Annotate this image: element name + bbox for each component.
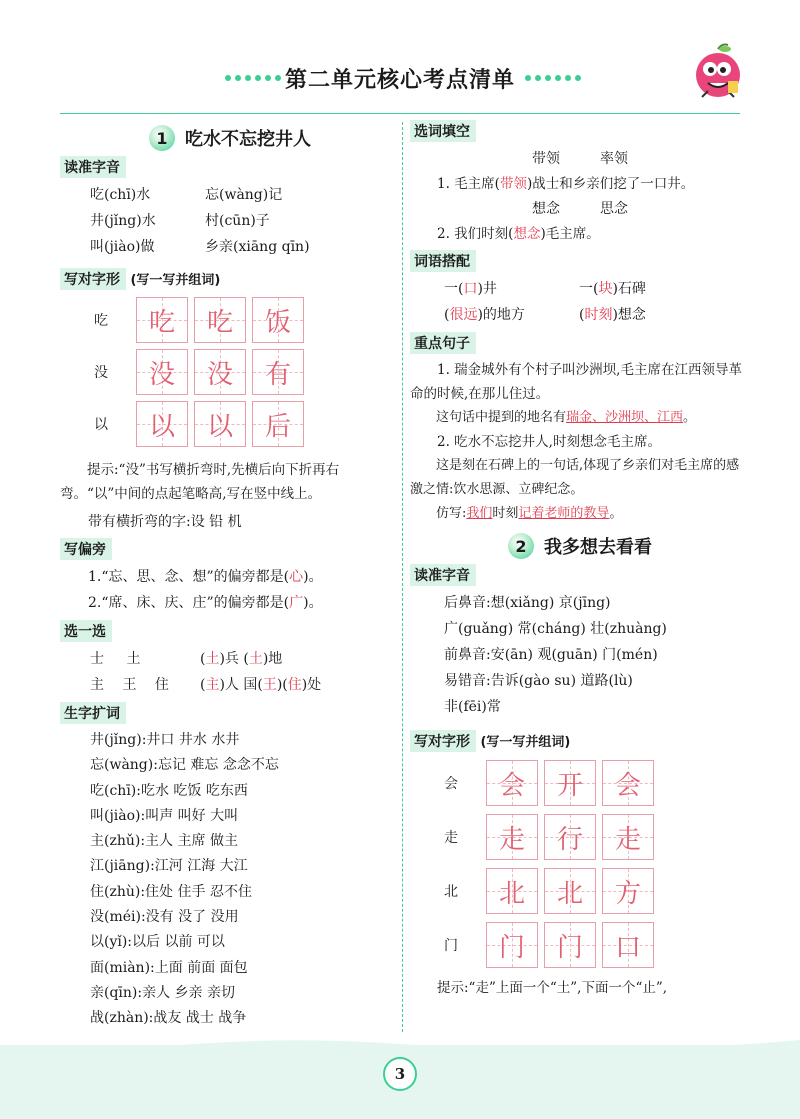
char-grid-row: [60, 398, 400, 450]
char-box: 饭: [252, 297, 304, 343]
section-label-expand: 生字扩词: [60, 702, 126, 724]
char-grid-row: [60, 346, 400, 398]
char-box: 行: [544, 814, 596, 860]
tip-text: 提示:“走”上面一个“土”,下面一个“止”,: [437, 980, 668, 996]
expand-item: 住(zhù):住处 住手 忍不住: [90, 883, 252, 900]
char-grid-row: [60, 294, 400, 346]
read-item: 吃(chī)水: [90, 187, 151, 203]
char-grid-row: [410, 864, 750, 918]
expand-item: 江(jiāng):江河 江海 大江: [90, 858, 248, 875]
section-label-radical: 写偏旁: [60, 538, 112, 560]
char-box: 开: [544, 760, 596, 806]
choose-row: 主 王 住 (主)人 国(王)(住)处: [90, 677, 322, 693]
read-item: 叫(jiào)做: [90, 239, 155, 255]
section-label-write: 写对字形: [410, 730, 476, 752]
key-sentence: 1. 瑞金城外有个村子叫沙洲坝,毛主席在江西领导革命的时候,在那儿住过。: [410, 362, 742, 402]
char-box: 北: [486, 868, 538, 914]
read-row: [60, 208, 400, 234]
section-label-read: 读准字音: [60, 156, 126, 178]
char-grid-label: 以: [94, 417, 108, 433]
lesson-title: [410, 528, 750, 564]
char-grid-row: [410, 756, 750, 810]
fill-sentence: 1. 毛主席(带领)战士和乡亲们挖了一口井。: [437, 176, 695, 192]
char-box: 有: [252, 349, 304, 395]
match-row: (很远)的地方 (时刻)想念: [444, 307, 646, 323]
char-box: 吃: [136, 297, 188, 343]
section-label-fill: 选词填空: [410, 120, 476, 142]
zhewan-text: 带有横折弯的字:设 铅 机: [88, 514, 242, 530]
section-label-choose: 选一选: [60, 620, 112, 642]
char-box: 方: [602, 868, 654, 914]
right-column: [410, 120, 750, 1000]
expand-item: 没(méi):没有 没了 没用: [90, 909, 239, 926]
read-row: 后鼻音:想(xiǎng) 京(jīng): [444, 595, 611, 611]
char-box: 会: [602, 760, 654, 806]
answer: 瑞金、沙洲坝、江西: [566, 410, 684, 425]
read-item: 忘(wàng)记: [205, 187, 283, 203]
char-grid-label: 会: [444, 776, 458, 792]
expand-item: 忘(wàng):忘记 难忘 念念不忘: [90, 757, 279, 774]
radical-row: 1.“忘、思、念、想”的偏旁都是(心)。: [88, 569, 323, 585]
write-section-header: [60, 268, 400, 294]
read-row: [60, 234, 400, 260]
char-grid-row: [410, 810, 750, 864]
char-box: 以: [136, 401, 188, 447]
lesson-title-text: 吃水不忘挖井人: [185, 129, 311, 150]
expand-item: 叫(jiào):叫声 叫好 大叫: [90, 807, 239, 824]
char-box: 北: [544, 868, 596, 914]
lesson-number-badge: 1: [149, 125, 175, 151]
char-box: 没: [194, 349, 246, 395]
expand-item: 主(zhǔ):主人 主席 做主: [90, 833, 238, 850]
section-sublabel: (写一写并组词): [130, 273, 221, 288]
answer: 想念: [513, 226, 541, 242]
decor-dots-right: [525, 75, 581, 81]
tip-text: 提示:“没”书写横折弯时,先横后向下折再右弯。“以”中间的点起笔略高,写在竖中线上。: [60, 462, 340, 502]
imitate-sentence: 仿写:我们时刻记着老师的教导。: [436, 506, 623, 521]
section-label-key: 重点句子: [410, 332, 476, 354]
char-box: 门: [544, 922, 596, 968]
answer: 心: [289, 569, 304, 585]
read-row: 广(guǎng) 常(cháng) 壮(zhuàng): [444, 621, 667, 637]
read-row: 易错音:告诉(gào su) 道路(lù): [444, 673, 633, 689]
char-grid-label: 没: [94, 365, 108, 381]
char-grid-label: 门: [444, 938, 458, 954]
char-box: 后: [252, 401, 304, 447]
char-grid-label: 走: [444, 830, 458, 846]
expand-item: 亲(qīn):亲人 乡亲 亲切: [90, 984, 235, 1001]
lesson-title: [60, 120, 400, 156]
read-row: [60, 182, 400, 208]
key-sentence: 2. 吃水不忘挖井人,时刻想念毛主席。: [437, 434, 661, 450]
key-note: 这句话中提到的地名有瑞金、沙洲坝、江西。: [436, 410, 697, 425]
char-box: 门: [486, 922, 538, 968]
expand-list: [60, 728, 400, 1032]
lesson-number-badge: 2: [508, 533, 534, 559]
char-box: 以: [194, 401, 246, 447]
header-divider: [60, 113, 740, 114]
read-item: 村(cūn)子: [205, 213, 270, 229]
read-item: 乡亲(xiāng qīn): [205, 239, 310, 255]
fill-sentence: 2. 我们时刻(想念)毛主席。: [437, 226, 600, 242]
fill-options: 想念 思念: [532, 201, 628, 217]
read-row: 非(fēi)常: [444, 699, 501, 715]
expand-item: 井(jǐng):井口 井水 水井: [90, 732, 240, 748]
expand-item: 吃(chī):吃水 吃饭 吃东西: [90, 782, 248, 799]
char-box: 没: [136, 349, 188, 395]
radical-row: 2.“席、床、庆、庄”的偏旁都是(广)。: [88, 595, 323, 611]
expand-item: 以(yǐ):以后 以前 可以: [90, 934, 225, 951]
expand-item: 战(zhàn):战友 战士 战争: [90, 1010, 247, 1027]
read-row: 前鼻音:安(ān) 观(guān) 门(mén): [444, 647, 658, 663]
char-grid-label: 吃: [94, 313, 108, 329]
answer: 广: [289, 595, 304, 611]
section-label-read: 读准字音: [410, 564, 476, 586]
page-header: [0, 55, 800, 105]
left-column: [60, 120, 400, 1032]
apple-mascot-icon: [692, 43, 744, 105]
page-number: 3: [383, 1057, 417, 1091]
lesson-title-text: 我多想去看看: [544, 537, 652, 558]
key-note: 这是刻在石碑上的一句话,体现了乡亲们对毛主席的感激之情:饮水思源、立碑纪念。: [410, 458, 740, 497]
section-label-match: 词语搭配: [410, 250, 476, 272]
section-sublabel: (写一写并组词): [480, 735, 571, 750]
char-grid-row: [410, 918, 750, 972]
char-box: 口: [602, 922, 654, 968]
fill-options: 带领 率领: [532, 151, 628, 167]
answer: 带领: [499, 176, 527, 192]
char-box: 吃: [194, 297, 246, 343]
match-row: 一(口)井 一(块)石碑: [444, 281, 646, 297]
char-box: 走: [602, 814, 654, 860]
char-box: 走: [486, 814, 538, 860]
column-divider: [402, 122, 403, 1032]
char-grid-label: 北: [444, 884, 458, 900]
section-label-write: 写对字形: [60, 268, 126, 290]
expand-item: 面(miàn):上面 前面 面包: [90, 959, 248, 976]
read-item: 井(jǐng)水: [90, 213, 156, 229]
page-title: 第二单元核心考点清单: [284, 67, 515, 93]
write-section-header: [410, 730, 750, 756]
char-box: 会: [486, 760, 538, 806]
choose-row: 士 土 (土)兵 (土)地: [90, 651, 283, 667]
